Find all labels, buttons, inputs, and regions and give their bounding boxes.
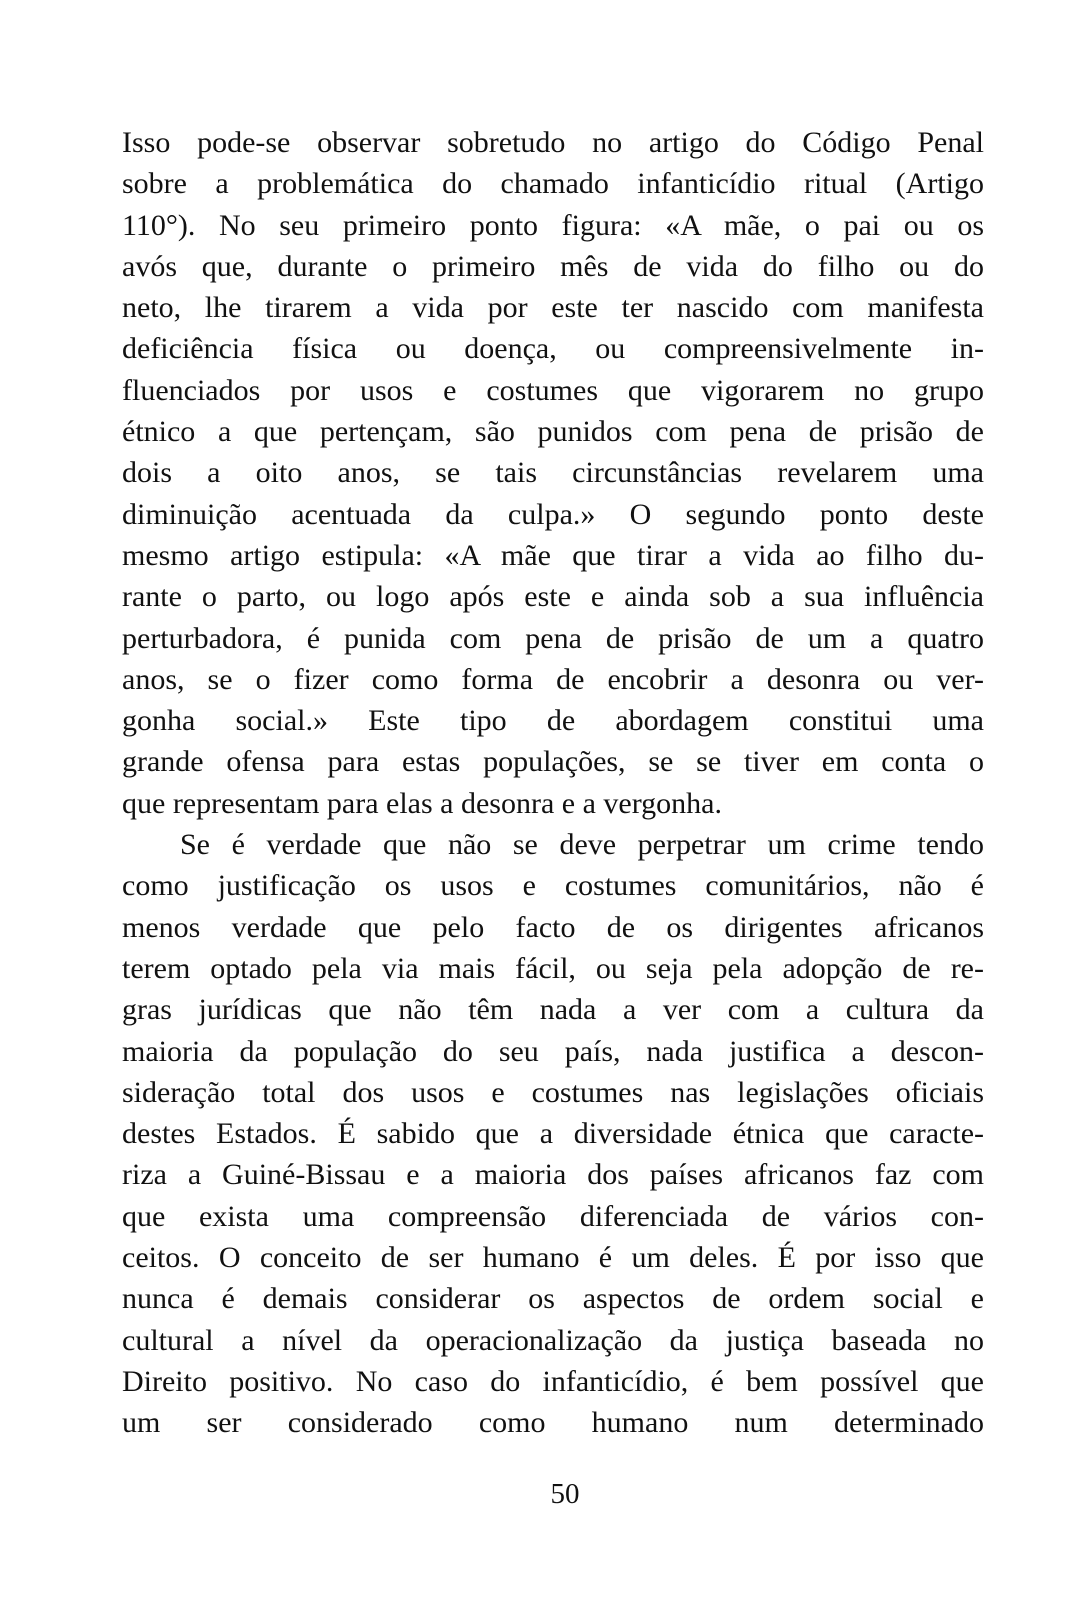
- text-line: fluenciados por usos e costumes que vigorarem no grupo: [122, 373, 984, 407]
- text-line: 110°). No seu primeiro ponto figura: «A mãe, o pai ou os: [122, 208, 984, 242]
- text-line: terem optado pela via mais fácil, ou seja pela adopção de re-: [122, 951, 984, 985]
- text-line: avós que, durante o primeiro mês de vida do filho ou do: [122, 249, 984, 283]
- text-line: gonha social.» Este tipo de abordagem constitui uma: [122, 704, 984, 738]
- text-line: nunca é demais considerar os aspectos de ordem social e: [122, 1282, 984, 1316]
- text-line: menos verdade que pelo facto de os dirigentes africanos: [122, 910, 984, 944]
- text-line: cultural a nível da operacionalização da justiça baseada no: [122, 1323, 984, 1357]
- text-line: ceitos. O conceito de ser humano é um deles. É por isso que: [122, 1241, 984, 1275]
- text-line: dois a oito anos, se tais circunstâncias revelarem uma: [122, 456, 984, 490]
- text-line: Se é verdade que não se deve perpetrar um crime tendo: [180, 828, 984, 862]
- text-line: um ser considerado como humano num determinado: [122, 1406, 984, 1440]
- body-text: [122, 122, 984, 1444]
- text-line: sideração total dos usos e costumes nas legislações oficiais: [122, 1075, 984, 1109]
- text-line: grande ofensa para estas populações, se se tiver em conta o: [122, 745, 984, 779]
- paragraph-2: [122, 824, 984, 1443]
- text-line: anos, se o fizer como forma de encobrir a desonra ou ver-: [122, 662, 984, 696]
- page-number: 50: [550, 1478, 580, 1510]
- text-line: rante o parto, ou logo após este e ainda sob a sua influência: [122, 580, 984, 614]
- text-line: Direito positivo. No caso do infanticídio, é bem possível que: [122, 1364, 984, 1398]
- text-line: diminuição acentuada da culpa.» O segundo ponto deste: [122, 497, 984, 531]
- text-line: Isso pode-se observar sobretudo no artigo do Código Penal: [122, 126, 984, 159]
- text-line: mesmo artigo estipula: «A mãe que tirar a vida ao filho du-: [122, 538, 984, 572]
- text-line: que representam para elas a desonra e a vergonha.: [122, 786, 722, 820]
- text-line: étnico a que pertençam, são punidos com pena de prisão de: [122, 415, 984, 449]
- text-line: maioria da população do seu país, nada justifica a descon-: [122, 1034, 984, 1068]
- text-line: destes Estados. É sabido que a diversidade étnica que caracte-: [122, 1117, 984, 1151]
- text-line: neto, lhe tirarem a vida por este ter nascido com manifesta: [122, 291, 984, 325]
- paragraph-1: [122, 122, 984, 824]
- text-line: riza a Guiné-Bissau e a maioria dos países africanos faz com: [122, 1158, 984, 1192]
- text-line: deficiência física ou doença, ou compreensivelmente in-: [122, 332, 984, 366]
- text-line: gras jurídicas que não têm nada a ver com a cultura da: [122, 993, 984, 1027]
- text-line: como justificação os usos e costumes comunitários, não é: [122, 869, 984, 903]
- text-line: sobre a problemática do chamado infanticídio ritual (Artigo: [122, 167, 984, 201]
- text-line: que exista uma compreensão diferenciada de vários con-: [122, 1199, 984, 1233]
- text-line: perturbadora, é punida com pena de prisão de um a quatro: [122, 621, 984, 655]
